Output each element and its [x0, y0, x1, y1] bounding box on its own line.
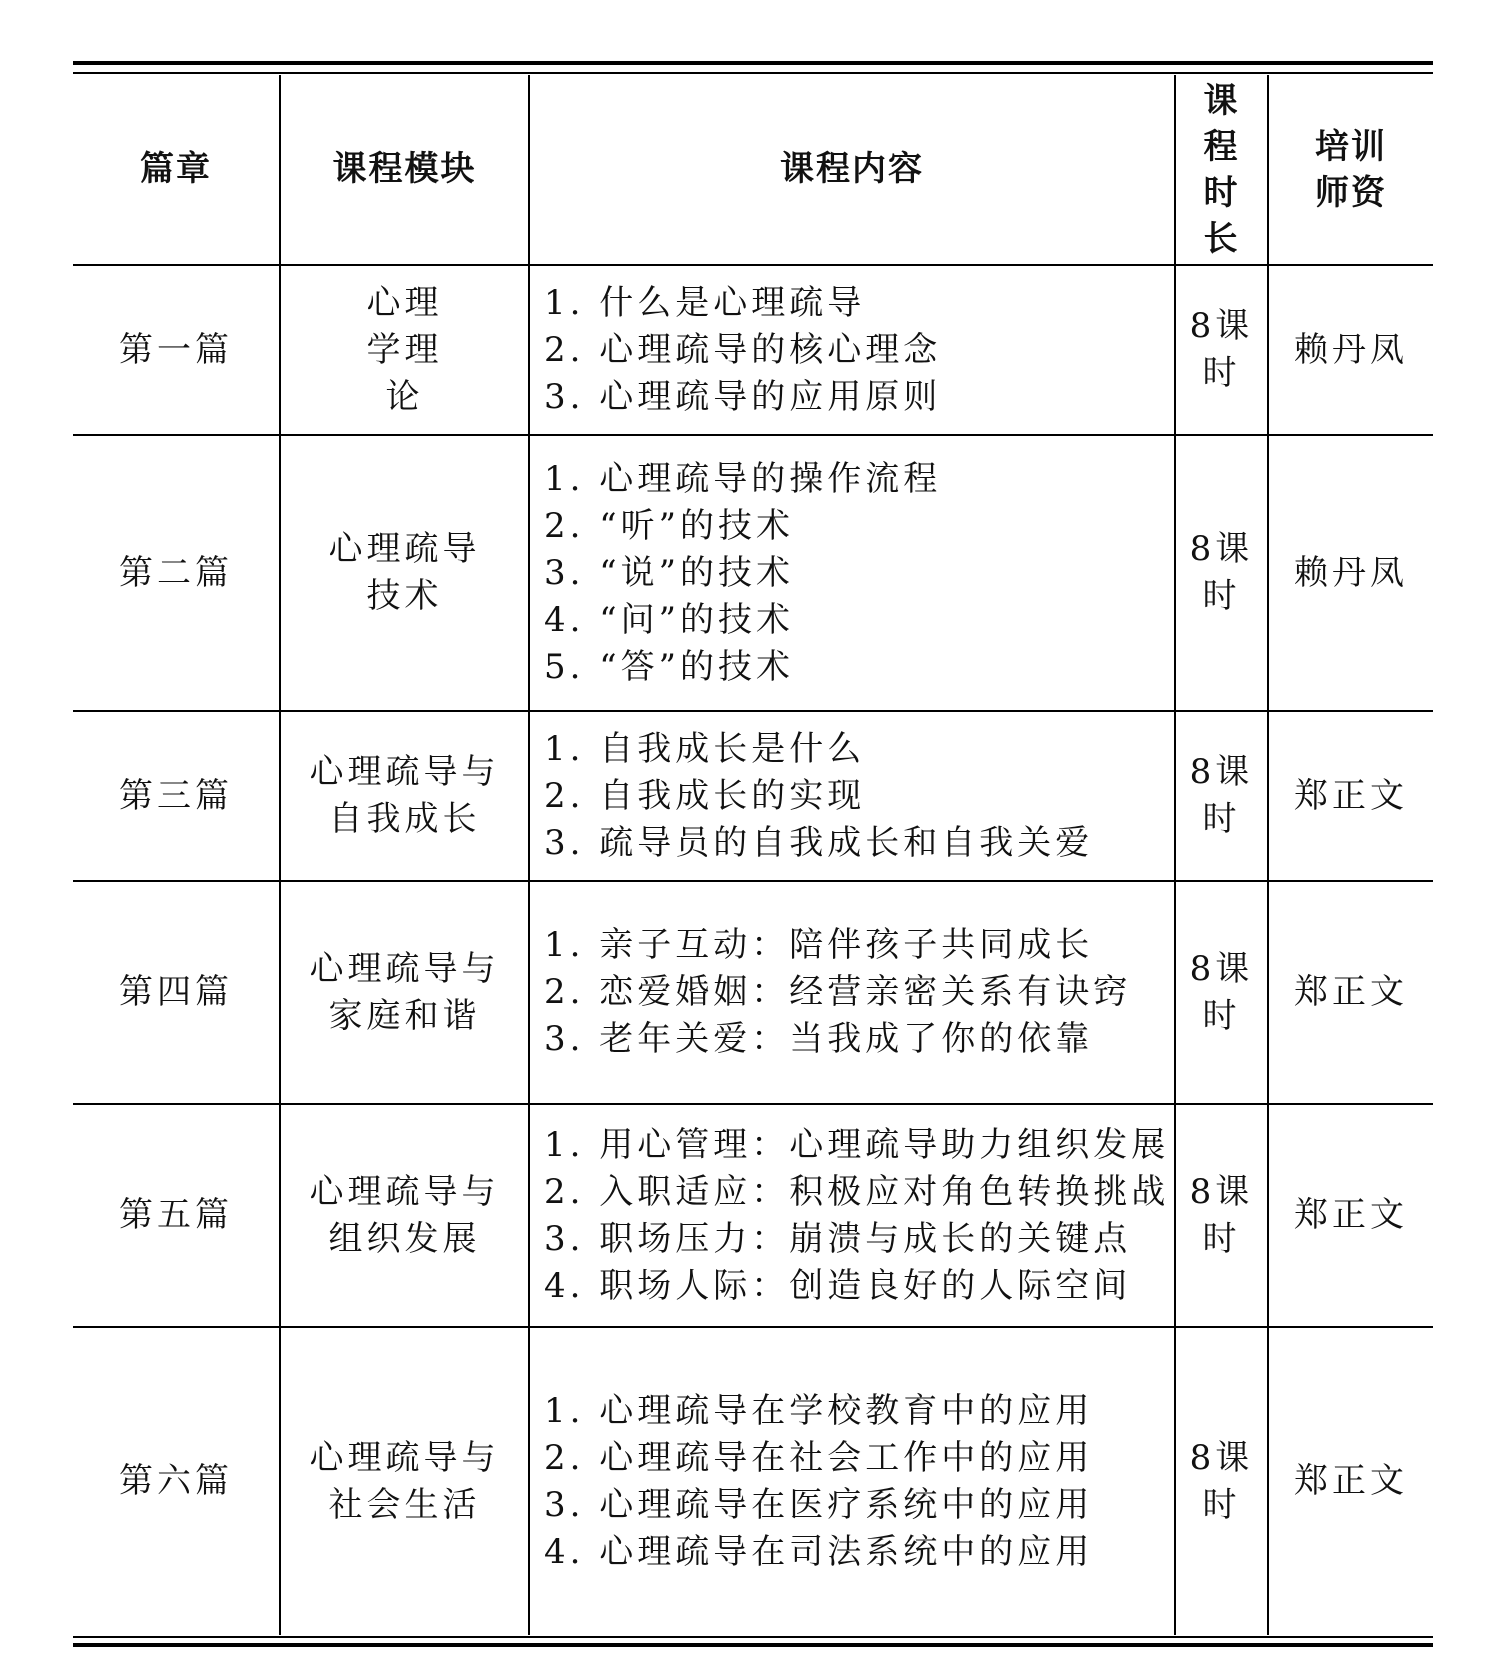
duration-cell: 8课时: [1189, 306, 1254, 393]
duration-cell: 8课时: [1189, 752, 1254, 839]
module-cell: 心理疏导技术: [328, 529, 481, 616]
teacher-cell: 郑正文: [1268, 711, 1433, 881]
content-line: 1. 亲子互动：陪伴孩子共同成长: [544, 925, 1094, 965]
content-line: 2. 心理疏导的核心理念: [544, 329, 942, 370]
content-line: 4. 心理疏导在司法系统中的应用: [544, 1531, 1094, 1572]
header-teacher: 培训师资: [1315, 126, 1387, 213]
content-cell: [529, 711, 1175, 881]
header-module: 课程模块: [280, 75, 529, 265]
content-line: 1. 用心管理：心理疏导助力组织发展: [544, 1124, 1170, 1165]
header-row: [73, 75, 1433, 265]
chapter-cell: 第六篇: [73, 1327, 280, 1635]
content-line: 1. 自我成长是什么: [544, 728, 866, 769]
duration-cell: 8课时: [1189, 1171, 1254, 1259]
header-chapter: 篇章: [73, 75, 280, 265]
module-cell: 心理疏导与家庭和谐: [309, 948, 500, 1036]
module-cell: 心理学理论: [366, 282, 443, 417]
teacher-cell: 郑正文: [1268, 1104, 1433, 1327]
content-line: 1. 心理疏导的操作流程: [544, 458, 942, 499]
header-duration: 课程时长: [1203, 80, 1240, 259]
duration-cell: 8课时: [1189, 529, 1254, 616]
content-line: 3. “说”的技术: [544, 552, 795, 593]
content-line: 1. 什么是心理疏导: [544, 282, 866, 323]
content-line: 3. 心理疏导的应用原则: [544, 376, 942, 417]
content-line: 2. 入职适应：积极应对角色转换挑战: [544, 1171, 1170, 1212]
top-thin-rule: [73, 72, 1433, 74]
header-content: 课程内容: [529, 75, 1175, 265]
content-cell: [529, 1104, 1175, 1327]
content-line: 2. 自我成长的实现: [544, 775, 866, 816]
chapter-cell: 第五篇: [73, 1104, 280, 1327]
duration-cell: 8课时: [1189, 948, 1254, 1036]
teacher-cell: 郑正文: [1268, 1327, 1433, 1635]
content-line: 2. 心理疏导在社会工作中的应用: [544, 1437, 1094, 1478]
content-line: 5. “答”的技术: [544, 646, 795, 687]
chapter-cell: 第四篇: [73, 881, 280, 1104]
table-row: [73, 1104, 1433, 1327]
content-line: 3. 职场压力：崩溃与成长的关键点: [544, 1218, 1132, 1259]
bottom-thick-rule: [73, 1643, 1433, 1647]
content-line: 3. 疏导员的自我成长和自我关爱: [544, 822, 1094, 863]
module-cell: 心理疏导与自我成长: [309, 752, 500, 839]
content-line: 4. 职场人际：创造良好的人际空间: [544, 1265, 1132, 1306]
chapter-cell: 第三篇: [73, 711, 280, 881]
table-row: [73, 1327, 1433, 1635]
content-line: 3. 心理疏导在医疗系统中的应用: [544, 1484, 1094, 1525]
table-row: [73, 435, 1433, 711]
content-cell: [529, 435, 1175, 711]
module-cell: 心理疏导与组织发展: [309, 1171, 500, 1259]
table-row: [73, 881, 1433, 1104]
top-thick-rule: [73, 61, 1433, 65]
teacher-cell: 赖丹凤: [1268, 265, 1433, 435]
content-cell: [529, 1327, 1175, 1635]
content-cell: [529, 265, 1175, 435]
content-line: 2. 恋爱婚姻：经营亲密关系有诀窍: [544, 972, 1132, 1012]
duration-cell: 8课时: [1189, 1437, 1254, 1525]
teacher-cell: 郑正文: [1268, 881, 1433, 1104]
content-line: 1. 心理疏导在学校教育中的应用: [544, 1390, 1094, 1431]
content-line: 2. “听”的技术: [544, 505, 795, 546]
chapter-cell: 第一篇: [73, 265, 280, 435]
table-row: [73, 265, 1433, 435]
content-line: 4. “问”的技术: [544, 599, 795, 640]
teacher-cell: 赖丹凤: [1268, 435, 1433, 711]
content-cell: [529, 881, 1175, 1104]
module-cell: 心理疏导与社会生活: [309, 1437, 500, 1525]
course-table: [73, 75, 1433, 1635]
chapter-cell: 第二篇: [73, 435, 280, 711]
content-line: 3. 老年关爱：当我成了你的依靠: [544, 1019, 1094, 1059]
bottom-thin-rule: [73, 1636, 1433, 1638]
table-row: [73, 711, 1433, 881]
